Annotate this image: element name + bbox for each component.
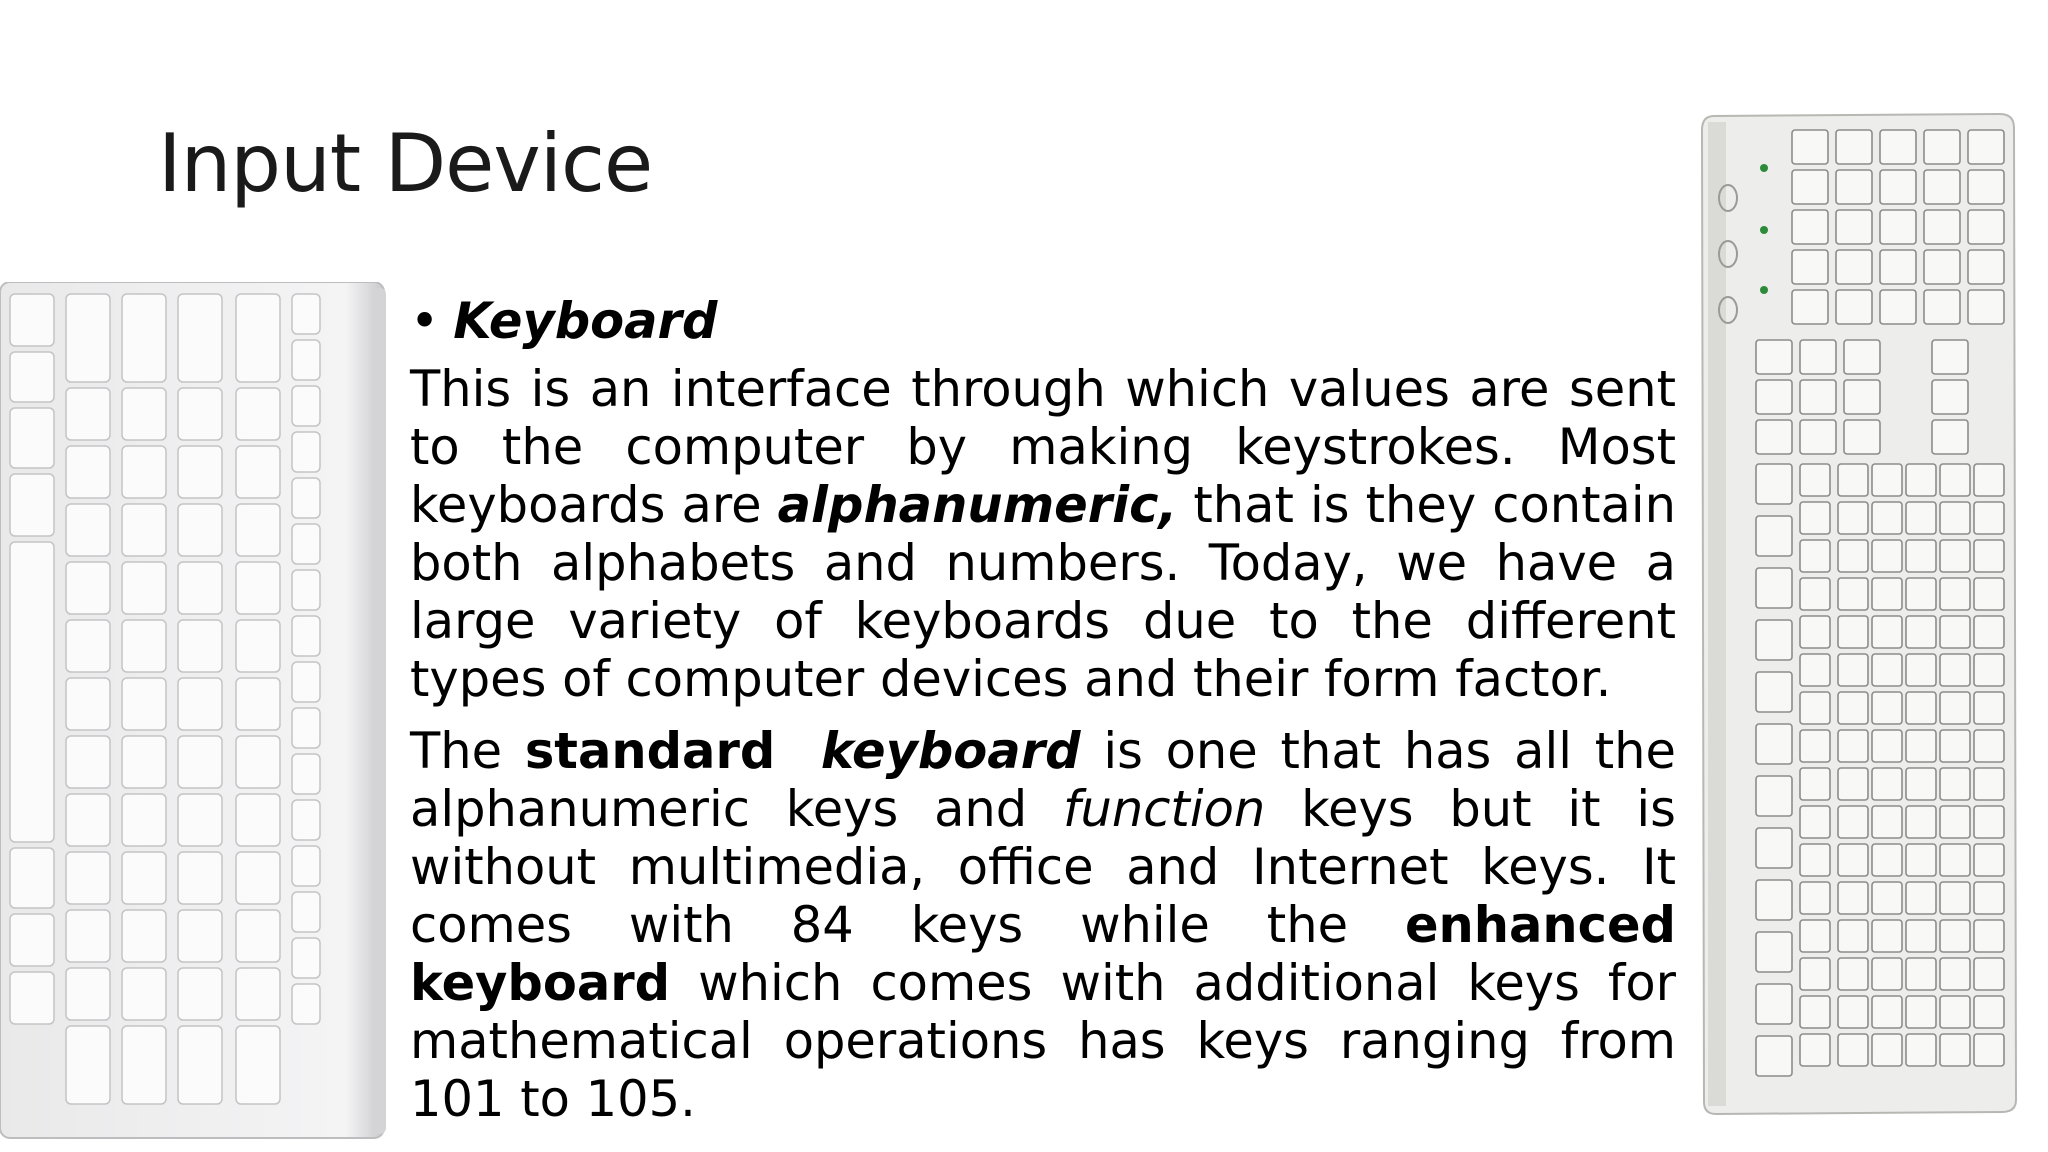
keycap xyxy=(122,910,166,962)
keycap xyxy=(1872,464,1902,496)
keycap xyxy=(236,620,280,672)
apple-keyboard-image xyxy=(0,282,388,1140)
keycap xyxy=(1872,996,1902,1028)
keycap xyxy=(10,914,54,966)
keycap xyxy=(236,1026,280,1104)
keycap xyxy=(1872,730,1902,762)
keycap xyxy=(1968,290,2004,324)
keycap xyxy=(1932,420,1968,454)
para2-text-a: The xyxy=(410,722,525,780)
keycap xyxy=(292,892,320,932)
keycap xyxy=(236,294,280,382)
keycap xyxy=(1838,920,1868,952)
keycap xyxy=(1968,170,2004,204)
keycap xyxy=(1940,464,1970,496)
keycap xyxy=(1756,568,1792,608)
keycap xyxy=(1906,730,1936,762)
keycap xyxy=(1838,654,1868,686)
keycap xyxy=(66,794,110,846)
para1-emph-alphanumeric: alphanumeric, xyxy=(777,476,1178,534)
keycap xyxy=(1800,920,1830,952)
keycap xyxy=(1800,768,1830,800)
keycap xyxy=(66,562,110,614)
keycap xyxy=(1872,844,1902,876)
keycap xyxy=(1800,654,1830,686)
keycap xyxy=(236,852,280,904)
keycap xyxy=(1792,290,1828,324)
keycap xyxy=(1756,620,1792,660)
keycap xyxy=(178,388,222,440)
keycap xyxy=(1880,170,1916,204)
keycap xyxy=(1968,130,2004,164)
keycap xyxy=(1800,540,1830,572)
keycap xyxy=(1872,540,1902,572)
keycap xyxy=(292,708,320,748)
keycap xyxy=(1838,692,1868,724)
keycap xyxy=(1838,806,1868,838)
keycap xyxy=(1838,616,1868,648)
keycap xyxy=(1800,340,1836,374)
keycap xyxy=(1756,380,1792,414)
keycap xyxy=(1968,250,2004,284)
keycap xyxy=(1872,920,1902,952)
keycap xyxy=(1974,958,2004,990)
para2-text-d: which comes with additional keys for mathematical operations has keys ranging from 101 to 105. xyxy=(410,954,1676,1128)
keycap xyxy=(1800,806,1830,838)
pc-keyboard-image xyxy=(1700,112,2018,1116)
keycap xyxy=(236,910,280,962)
keycap xyxy=(292,478,320,518)
keycap xyxy=(1924,130,1960,164)
para2-bolditalic-keyboard: keyboard xyxy=(820,722,1081,780)
keycap xyxy=(1940,692,1970,724)
keycap xyxy=(292,386,320,426)
keycap xyxy=(1756,932,1792,972)
keycap xyxy=(1800,882,1830,914)
para1-text-a: This is an interface through which values are sent to the computer by making keystrokes. Most keyboards are xyxy=(410,360,1676,534)
keycap xyxy=(1974,616,2004,648)
keycap xyxy=(1872,768,1902,800)
keycap xyxy=(1924,170,1960,204)
keycap xyxy=(1924,290,1960,324)
keycap xyxy=(1838,768,1868,800)
keycap xyxy=(1906,502,1936,534)
keycap xyxy=(178,852,222,904)
keycap xyxy=(122,562,166,614)
keycap xyxy=(1906,464,1936,496)
keycap xyxy=(1756,340,1792,374)
keycap xyxy=(1906,806,1936,838)
keycap xyxy=(178,794,222,846)
keycap xyxy=(1940,768,1970,800)
keycap xyxy=(236,388,280,440)
keycap xyxy=(122,968,166,1020)
keycap xyxy=(1756,420,1792,454)
keycap xyxy=(1906,996,1936,1028)
keycap xyxy=(1800,502,1830,534)
keycap xyxy=(1838,464,1868,496)
keycap xyxy=(122,1026,166,1104)
para2-bold-enhanced-keyboard: enhanced keyboard xyxy=(410,896,1676,1012)
keycap xyxy=(122,388,166,440)
keycap xyxy=(66,736,110,788)
keycap xyxy=(1940,502,1970,534)
keycap xyxy=(1872,616,1902,648)
keycap xyxy=(1974,768,2004,800)
keycap xyxy=(1880,250,1916,284)
keycap xyxy=(1836,130,1872,164)
keycap xyxy=(1906,768,1936,800)
keycap xyxy=(1880,210,1916,244)
keycap xyxy=(1756,828,1792,868)
keycap xyxy=(1836,290,1872,324)
keycap xyxy=(1940,996,1970,1028)
paragraph-keyboard-definition xyxy=(410,360,1676,708)
keycap xyxy=(10,408,54,468)
keycap xyxy=(1932,340,1968,374)
slide-title: Input Device xyxy=(158,117,653,210)
keycap xyxy=(1800,844,1830,876)
keycap xyxy=(236,794,280,846)
keycap xyxy=(1974,654,2004,686)
keycap xyxy=(1844,380,1880,414)
keycap xyxy=(292,570,320,610)
keycap xyxy=(10,972,54,1024)
keycap xyxy=(1906,958,1936,990)
keycap xyxy=(1756,724,1792,764)
keycap xyxy=(1872,654,1902,686)
keycap xyxy=(1800,692,1830,724)
keycap xyxy=(1838,540,1868,572)
keycap xyxy=(122,504,166,556)
keycap xyxy=(10,474,54,536)
keycap xyxy=(1792,170,1828,204)
keycap xyxy=(1800,578,1830,610)
keycap xyxy=(10,848,54,908)
keycap xyxy=(178,1026,222,1104)
keycap xyxy=(1836,250,1872,284)
keycap xyxy=(1906,1034,1936,1066)
keycap xyxy=(1932,380,1968,414)
keycap xyxy=(1838,958,1868,990)
keycap xyxy=(1872,578,1902,610)
keycap xyxy=(1838,882,1868,914)
keycap xyxy=(292,340,320,380)
keycap xyxy=(66,294,110,382)
keycap xyxy=(1974,996,2004,1028)
keycap xyxy=(1906,616,1936,648)
keycap xyxy=(122,736,166,788)
keycap xyxy=(1906,654,1936,686)
para2-gap xyxy=(775,722,821,780)
keycap xyxy=(178,294,222,382)
keycap xyxy=(1844,340,1880,374)
bullet-marker: • xyxy=(410,292,440,350)
keycap xyxy=(10,542,54,842)
keycap xyxy=(1756,464,1792,504)
keycap xyxy=(1844,420,1880,454)
keycap xyxy=(1974,1034,2004,1066)
keycap xyxy=(178,620,222,672)
keycap xyxy=(1838,730,1868,762)
keycap xyxy=(66,1026,110,1104)
keycap xyxy=(1974,464,2004,496)
keycap xyxy=(292,754,320,794)
keycap xyxy=(178,968,222,1020)
keycap xyxy=(1872,692,1902,724)
para1-text-b: that is they contain both alphabets and numbers. Today, we have a large variety of keyboards due to the different types of computer devices and their form factor. xyxy=(410,476,1676,708)
keycap xyxy=(1940,806,1970,838)
keycap xyxy=(236,736,280,788)
keycap xyxy=(1756,776,1792,816)
keycap xyxy=(1800,958,1830,990)
keycap xyxy=(178,446,222,498)
keycap xyxy=(1974,882,2004,914)
keycap xyxy=(1906,540,1936,572)
keycap xyxy=(122,794,166,846)
para2-bold-standard: standard xyxy=(524,722,776,780)
keycap xyxy=(1940,920,1970,952)
keycap xyxy=(1872,806,1902,838)
keycap xyxy=(292,524,320,564)
keycap xyxy=(1940,882,1970,914)
keycap xyxy=(1800,380,1836,414)
keycap xyxy=(1974,540,2004,572)
para2-text-b: is one that has all the alphanumeric keys and xyxy=(410,722,1676,838)
keycap xyxy=(1940,844,1970,876)
keycap xyxy=(178,562,222,614)
keycap xyxy=(1792,130,1828,164)
keycap xyxy=(1800,730,1830,762)
keycap xyxy=(1800,616,1830,648)
keycap xyxy=(1838,1034,1868,1066)
keycap xyxy=(1940,616,1970,648)
keycap xyxy=(1974,692,2004,724)
slide-body xyxy=(410,292,1676,1128)
keycap xyxy=(66,620,110,672)
keycap xyxy=(1906,920,1936,952)
keycap xyxy=(1974,844,2004,876)
keycap xyxy=(1940,540,1970,572)
keycap xyxy=(122,678,166,730)
keycap xyxy=(1838,502,1868,534)
keycap xyxy=(10,352,54,402)
keycap xyxy=(122,852,166,904)
keycap xyxy=(1756,1036,1792,1076)
keycap xyxy=(1940,1034,1970,1066)
keycap xyxy=(1974,730,2004,762)
keycap xyxy=(66,910,110,962)
keycap xyxy=(66,446,110,498)
keycap xyxy=(292,846,320,886)
keycap xyxy=(1880,290,1916,324)
keycap xyxy=(236,968,280,1020)
para2-italic-function: function xyxy=(1063,780,1266,838)
keycap xyxy=(178,678,222,730)
keycap xyxy=(122,294,166,382)
keycap xyxy=(1800,464,1830,496)
keycap xyxy=(1906,692,1936,724)
keycap xyxy=(1836,170,1872,204)
keycap xyxy=(1756,672,1792,712)
keycap xyxy=(1756,984,1792,1024)
keycap xyxy=(1872,1034,1902,1066)
keycap xyxy=(1838,996,1868,1028)
keycap xyxy=(1836,210,1872,244)
keycap xyxy=(1906,882,1936,914)
keycap xyxy=(178,504,222,556)
keycap xyxy=(1940,578,1970,610)
keycap xyxy=(1756,516,1792,556)
keycap xyxy=(292,662,320,702)
keycap xyxy=(236,678,280,730)
keycap xyxy=(1800,996,1830,1028)
keycap xyxy=(1974,806,2004,838)
keycap xyxy=(292,294,320,334)
bullet-heading: Keyboard xyxy=(453,292,718,350)
keycap xyxy=(292,432,320,472)
keycap xyxy=(1838,844,1868,876)
keycap xyxy=(292,800,320,840)
keycap xyxy=(1872,958,1902,990)
keycap xyxy=(66,968,110,1020)
keycap xyxy=(236,446,280,498)
keycap xyxy=(1974,578,2004,610)
keycap xyxy=(66,504,110,556)
keycap xyxy=(122,620,166,672)
keycap xyxy=(1872,502,1902,534)
keycap xyxy=(1974,502,2004,534)
keycap xyxy=(1792,250,1828,284)
keycap xyxy=(1968,210,2004,244)
keycap xyxy=(178,736,222,788)
keycap xyxy=(1906,844,1936,876)
keycap xyxy=(1792,210,1828,244)
bullet-keyboard xyxy=(410,292,1676,350)
keycap xyxy=(66,678,110,730)
keycap xyxy=(1880,130,1916,164)
keycap xyxy=(1838,578,1868,610)
keycap xyxy=(1924,210,1960,244)
keycap xyxy=(1974,920,2004,952)
paragraph-keyboard-types xyxy=(410,722,1676,1128)
keycap xyxy=(292,938,320,978)
keycap xyxy=(1940,654,1970,686)
keycap xyxy=(178,910,222,962)
keycap xyxy=(1924,250,1960,284)
keycap xyxy=(236,562,280,614)
keycap xyxy=(1872,882,1902,914)
keycap xyxy=(1800,420,1836,454)
keycap xyxy=(236,504,280,556)
keycap xyxy=(1940,730,1970,762)
keycap xyxy=(292,616,320,656)
keycap xyxy=(10,294,54,346)
keycap xyxy=(1940,958,1970,990)
keycap xyxy=(122,446,166,498)
keycap xyxy=(66,852,110,904)
keycap xyxy=(1756,880,1792,920)
keycap xyxy=(292,984,320,1024)
para2-text-c: keys but it is without multimedia, office and Internet keys. It comes with 84 keys while the xyxy=(410,780,1676,954)
keycap xyxy=(1800,1034,1830,1066)
keycap xyxy=(1906,578,1936,610)
keycap xyxy=(66,388,110,440)
